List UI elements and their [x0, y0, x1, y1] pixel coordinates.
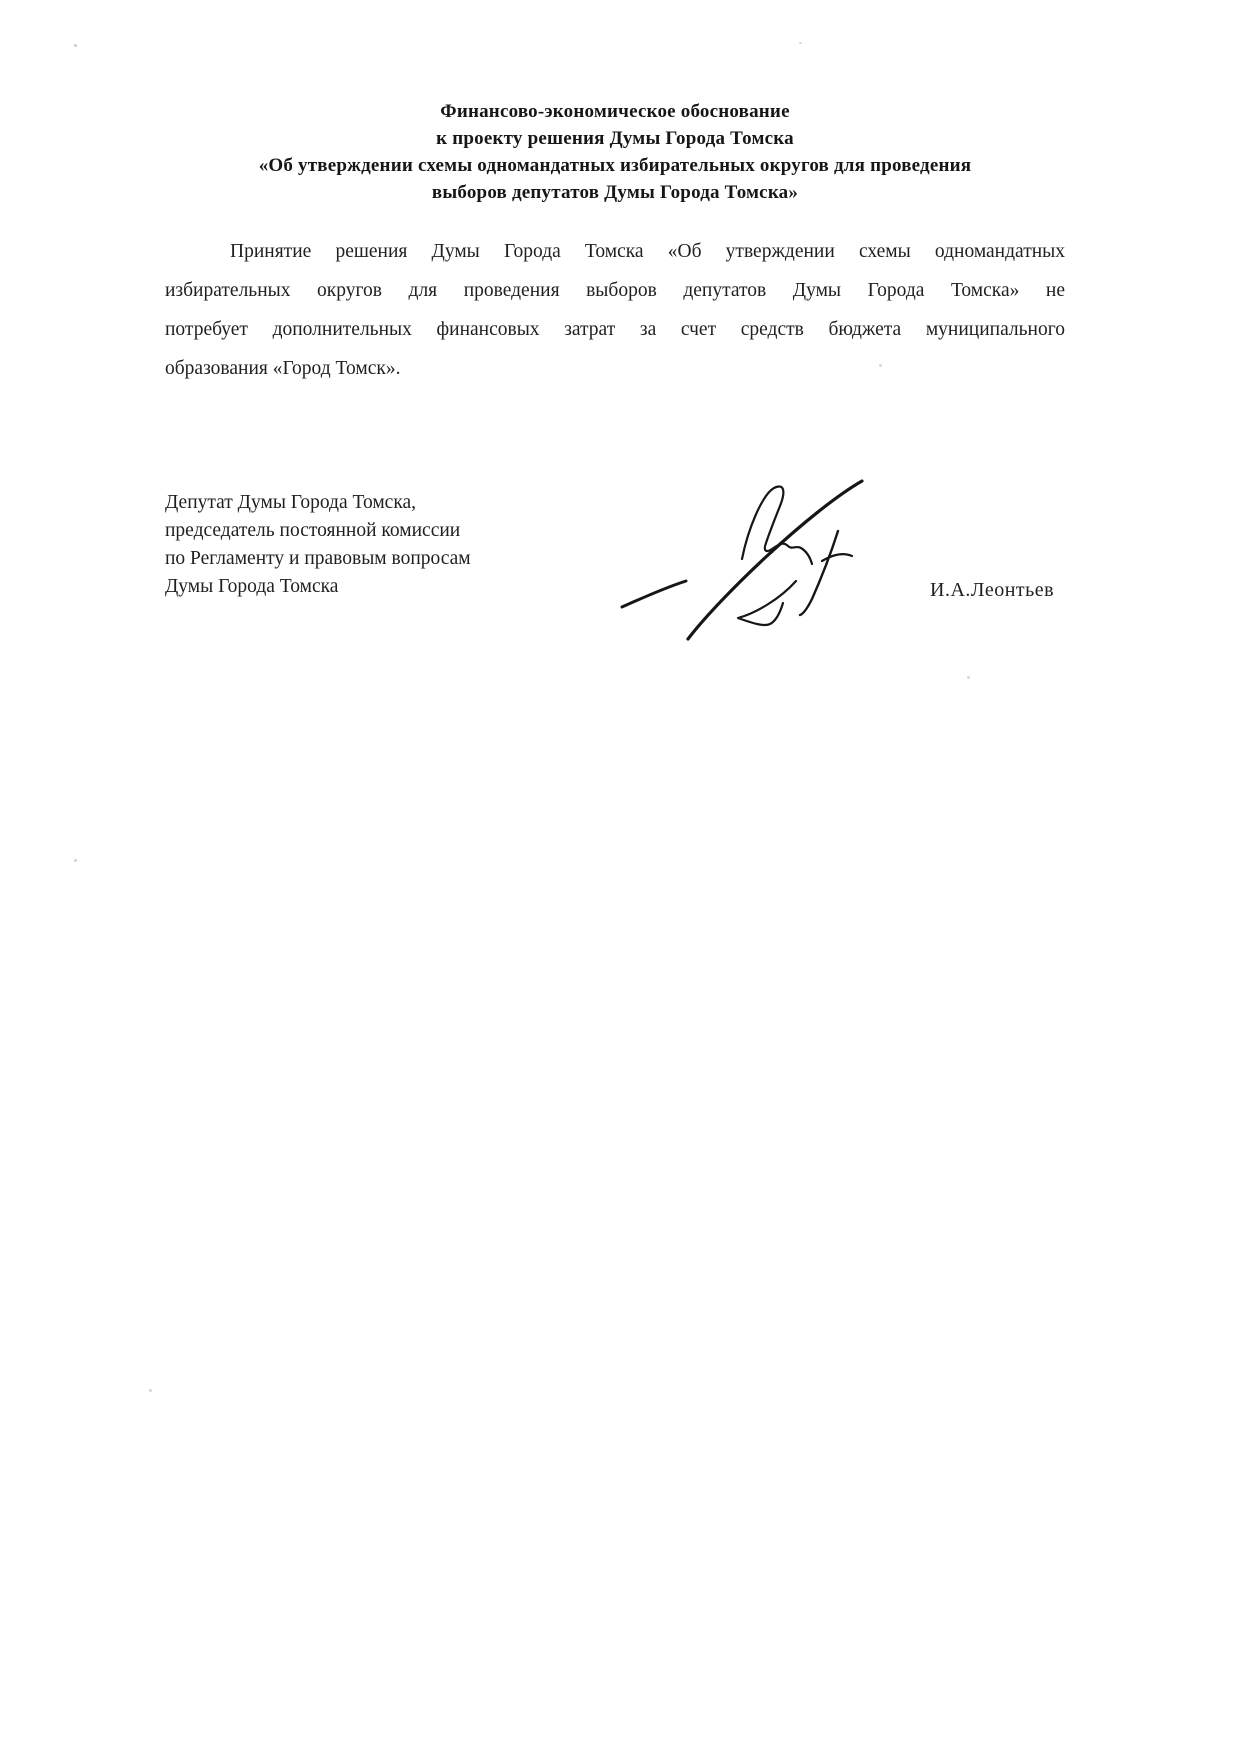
scan-speck: [74, 44, 77, 47]
title-line: Финансово-экономическое обоснование: [440, 101, 790, 122]
body-line: потребует дополнительных финансовых затрат за счет средств бюджета муниципального: [165, 319, 1065, 340]
handwritten-signature-icon: [560, 431, 890, 641]
title-line: к проекту решения Думы Города Томска: [436, 128, 794, 149]
document-content: [165, 98, 1065, 719]
scan-speck: [149, 1389, 152, 1392]
signatory-position-line: по Регламенту и правовым вопросам: [165, 548, 471, 569]
document-title: [165, 98, 1065, 206]
scan-speck: [967, 676, 970, 679]
signature-block: [165, 489, 1065, 719]
signatory-name: И.А.Леонтьев: [930, 579, 1055, 601]
body-paragraph: [165, 232, 1065, 388]
body-line: избирательных округов для проведения выборов депутатов Думы Города Томска» не: [165, 280, 1065, 301]
scan-speck: [879, 364, 882, 367]
title-line: выборов депутатов Думы Города Томска»: [431, 182, 799, 203]
scan-speck: [799, 42, 802, 44]
body-line: Принятие решения Думы Города Томска «Об утверждении схемы одномандатных: [230, 241, 1065, 262]
signatory-position-line: Депутат Думы Города Томска,: [165, 492, 417, 513]
body-line: образования «Город Томск».: [165, 358, 401, 379]
scan-speck: [74, 859, 77, 862]
title-line: «Об утверждении схемы одномандатных избирательных округов для проведения: [258, 155, 972, 176]
signatory-position-line: председатель постоянной комиссии: [165, 520, 461, 541]
signatory-position-line: Думы Города Томска: [165, 576, 339, 597]
